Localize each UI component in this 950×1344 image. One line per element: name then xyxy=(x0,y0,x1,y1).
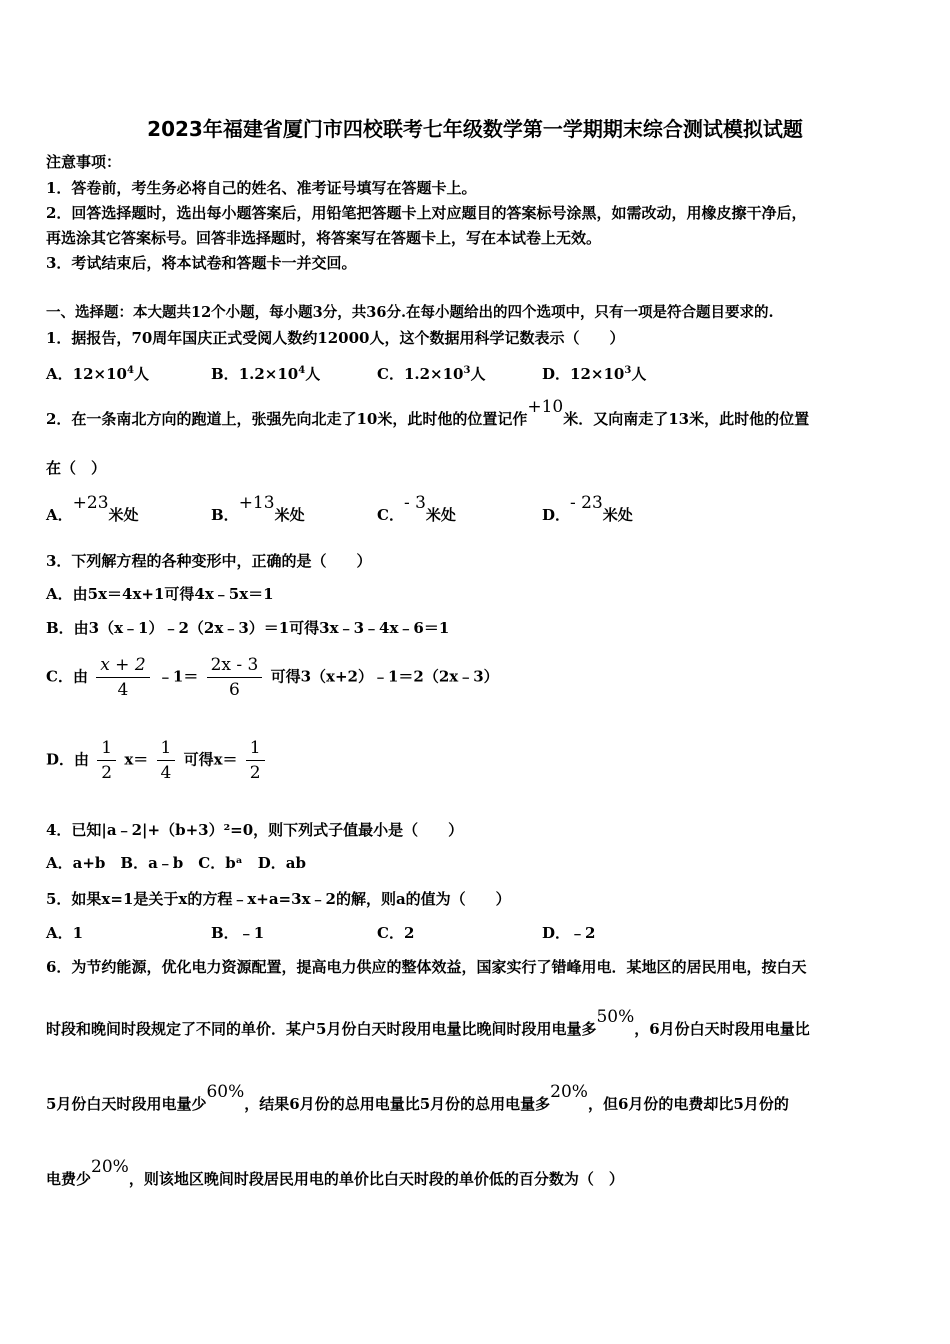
q5-option-d: D．﹣2 xyxy=(542,924,596,942)
question-1-stem: 1．据报告，70周年国庆正式受阅人数约12000人，这个数据用科学记数表示（ ） xyxy=(46,329,625,347)
q5-option-a: A．1 xyxy=(46,924,84,942)
fraction: $\frac{1}{2}$ xyxy=(246,738,265,783)
notice-item: 3．考试结束后，将本试卷和答题卡一并交回。 xyxy=(46,254,357,272)
section-heading: 一、选择题：本大题共12个小题，每小题3分，共36分.在每小题给出的四个选项中，只有一项是符合题目要求的. xyxy=(46,304,774,321)
q5-option-b: B．﹣1 xyxy=(211,924,265,942)
fraction: $\frac{x + 2}{4}$ xyxy=(96,655,149,700)
question-5-stem: 5．如果x=1是关于x的方程﹣x+a=3x﹣2的解，则a的值为（ ） xyxy=(46,890,511,908)
question-6-stem: 6．为节约能源，优化电力资源配置，提高电力供应的整体效益，国家实行了错峰用电．某地区的居民用电，按白天 xyxy=(46,958,807,976)
q2-option-c: C．- 3米处 xyxy=(377,493,456,524)
q3-option-b: B．由3（x﹣1）﹣2（2x﹣3）＝1可得3x﹣3﹣4x﹣6＝1 xyxy=(46,619,450,637)
q3-option-c: C．由 $\frac{x + 2}{4}$ ﹣1＝ $\frac{2x - 3}{6}$ 可得3（x+2）﹣1＝2（2x﹣3） xyxy=(46,655,499,700)
q5-option-c: C．2 xyxy=(377,924,415,942)
q2-option-a: A．+23米处 xyxy=(46,493,139,524)
q2-option-d: D．- 23米处 xyxy=(542,493,633,524)
question-2-stem-cont: 在（ ） xyxy=(46,459,107,477)
question-2-stem: 2．在一条南北方向的跑道上，张强先向北走了10米，此时他的位置记作+10米．又向南走了13米，此时他的位置 xyxy=(46,397,810,428)
fraction: $\frac{2x - 3}{6}$ xyxy=(207,655,263,700)
question-6-stem-cont: 5月份白天时段用电量少60%，结果6月份的总用电量比5月份的总用电量多20%，但6月份的电费却比5月份的 xyxy=(46,1082,789,1113)
question-4-stem: 4．已知|a﹣2|+（b+3）²=0，则下列式子值最小是（ ） xyxy=(46,821,464,839)
fraction: $\frac{1}{2}$ xyxy=(97,738,116,783)
question-6-stem-cont: 时段和晚间时段规定了不同的单价．某户5月份白天时段用电量比晚间时段用电量多50%，6月份白天时段用电量比 xyxy=(46,1007,810,1038)
q2-option-b: B．+13米处 xyxy=(211,493,305,524)
fraction: $\frac{1}{4}$ xyxy=(157,738,176,783)
notice-item: 再选涂其它答案标号。回答非选择题时，将答案写在答题卡上，写在本试卷上无效。 xyxy=(46,229,602,247)
notice-item: 2．回答选择题时，选出每小题答案后，用铅笔把答题卡上对应题目的答案标号涂黑，如需改动，用橡皮擦干净后， xyxy=(46,204,807,222)
q1-option-c: C．$1.2\times 10^3$人 xyxy=(377,365,486,383)
question-3-stem: 3．下列解方程的各种变形中，正确的是（ ） xyxy=(46,552,372,570)
q1-option-a: A．$12\times 10^4$人 xyxy=(46,365,149,383)
q3-option-a: A．由5x＝4x+1可得4x﹣5x＝1 xyxy=(46,585,274,603)
notice-heading: 注意事项： xyxy=(46,153,122,171)
question-6-stem-cont: 电费少20%，则该地区晚间时段居民用电的单价比白天时段的单价低的百分数为（ ） xyxy=(46,1157,624,1188)
notice-item: 1．答卷前，考生务必将自己的姓名、准考证号填写在答题卡上。 xyxy=(46,179,477,197)
q4-options: A．a+b B．a﹣b C．bᵃ D．ab xyxy=(46,854,306,872)
q3-option-d: D．由 $\frac{1}{2}$ x＝ $\frac{1}{4}$ 可得x＝ $\frac{1}{2}$ xyxy=(46,738,268,783)
q1-option-b: B．$1.2\times 10^4$人 xyxy=(211,365,321,383)
page-title: 2023年福建省厦门市四校联考七年级数学第一学期期末综合测试模拟试题 xyxy=(147,117,803,141)
q1-option-d: D．$12\times 10^3$人 xyxy=(542,365,647,383)
